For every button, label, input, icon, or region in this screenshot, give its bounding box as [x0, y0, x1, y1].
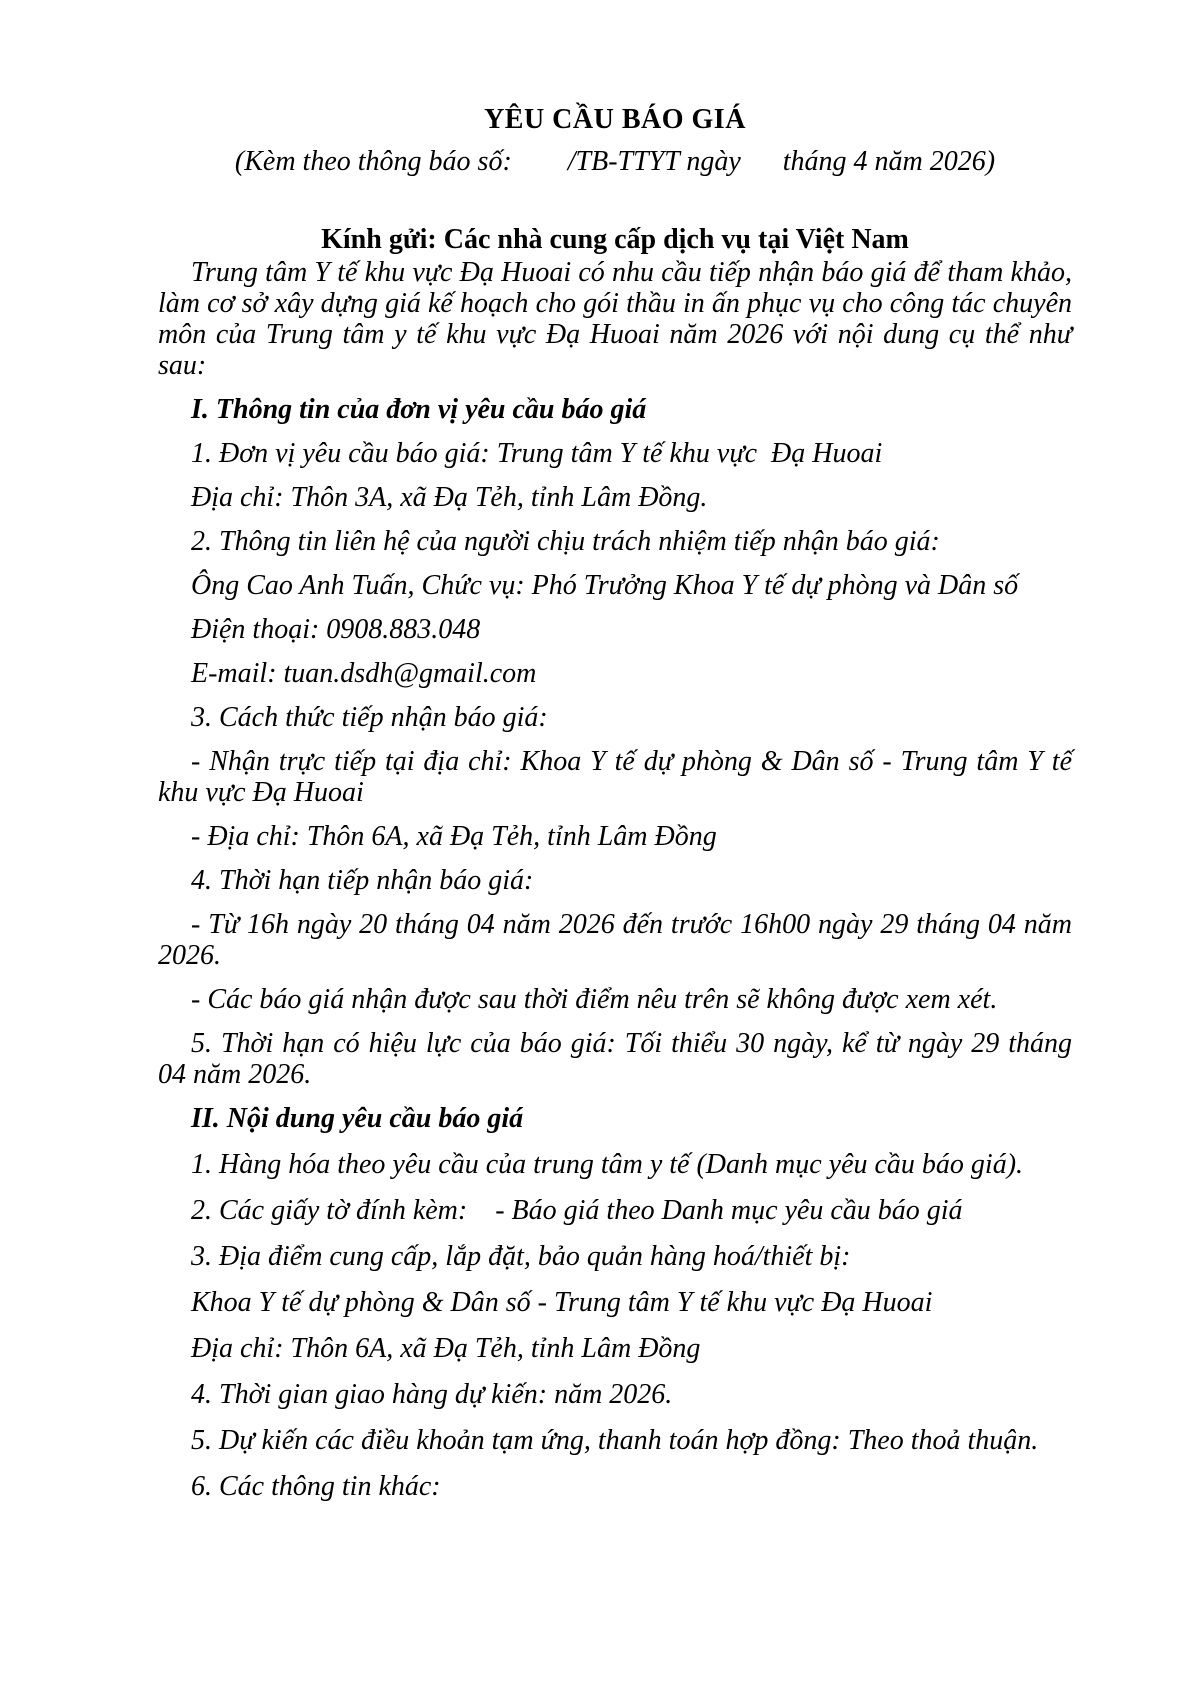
email-line: E-mail: tuan.dsdh@gmail.com [191, 658, 537, 689]
attached-documents-line: 2. Các giấy tờ đính kèm: - Báo giá theo Danh mục yêu cầu báo giá [191, 1195, 963, 1226]
receive-direct-line: - Nhận trực tiếp tại địa chỉ: Khoa Y tế dự phòng & Dân số - Trung tâm Y tế khu vực Đạ Huoai [158, 746, 1079, 808]
section-2 [158, 1103, 1072, 1502]
goods-requirement-line: 1. Hàng hóa theo yêu cầu của trung tâm y tế (Danh mục yêu cầu báo giá). [191, 1149, 1024, 1180]
requesting-unit-line: 1. Đơn vị yêu cầu báo giá: Trung tâm Y tế khu vực Đạ Huoai [191, 438, 883, 469]
document-subtitle: (Kèm theo thông báo số: /TB-TTYT ngày tháng 4 năm 2026) [234, 146, 996, 177]
deadline-range-line: - Từ 16h ngày 20 tháng 04 năm 2026 đến trước 16h00 ngày 29 tháng 04 năm 2026. [158, 909, 1079, 971]
document-title: YÊU CẦU BÁO GIÁ [484, 104, 746, 135]
receiving-method-line: 3. Cách thức tiếp nhận báo giá: [191, 702, 548, 733]
section-1 [158, 394, 1079, 1090]
receive-address-line: - Địa chỉ: Thôn 6A, xã Đạ Tẻh, tỉnh Lâm Đồng [191, 821, 717, 852]
other-info-line: 6. Các thông tin khác: [191, 1471, 441, 1502]
delivery-address-line: Địa chỉ: Thôn 6A, xã Đạ Tẻh, tỉnh Lâm Đồng [191, 1333, 701, 1364]
delivery-department-line: Khoa Y tế dự phòng & Dân số - Trung tâm Y tế khu vực Đạ Huoai [191, 1287, 933, 1318]
late-quote-note-line: - Các báo giá nhận được sau thời điểm nêu trên sẽ không được xem xét. [191, 984, 998, 1015]
document-body [158, 257, 1079, 1502]
phone-line: Điện thoại: 0908.883.048 [191, 614, 481, 645]
validity-line: 5. Thời hạn có hiệu lực của báo giá: Tối thiểu 30 ngày, kể từ ngày 29 tháng 04 năm 2026. [158, 1028, 1079, 1090]
greeting-line: Kính gửi: Các nhà cung cấp dịch vụ tại Việt Nam [321, 224, 909, 255]
contact-person-line: Ông Cao Anh Tuấn, Chức vụ: Phó Trưởng Khoa Y tế dự phòng và Dân số [191, 570, 1019, 601]
delivery-location-line: 3. Địa điểm cung cấp, lắp đặt, bảo quản hàng hoá/thiết bị: [191, 1241, 851, 1272]
section-1-heading: I. Thông tin của đơn vị yêu cầu báo giá [191, 394, 647, 425]
section-2-heading: II. Nội dung yêu cầu báo giá [191, 1103, 524, 1134]
deadline-heading-line: 4. Thời hạn tiếp nhận báo giá: [191, 865, 534, 896]
contact-info-line: 2. Thông tin liên hệ của người chịu trách nhiệm tiếp nhận báo giá: [191, 526, 940, 557]
payment-terms-line: 5. Dự kiến các điều khoản tạm ứng, thanh toán hợp đồng: Theo thoả thuận. [191, 1425, 1039, 1456]
intro-paragraph: Trung tâm Y tế khu vực Đạ Huoai có nhu cầu tiếp nhận báo giá để tham khảo, làm cơ sở xây dựng giá kế hoạch cho gói thầu in ấn phục vụ cho công tác chuyên môn của Trung tâm y tế khu vực Đạ Huoai năm 2026 với nội dung cụ thể như sau: [158, 257, 1079, 381]
delivery-time-line: 4. Thời gian giao hàng dự kiến: năm 2026. [191, 1379, 673, 1410]
unit-address-line: Địa chỉ: Thôn 3A, xã Đạ Tẻh, tỉnh Lâm Đồng. [191, 482, 708, 513]
